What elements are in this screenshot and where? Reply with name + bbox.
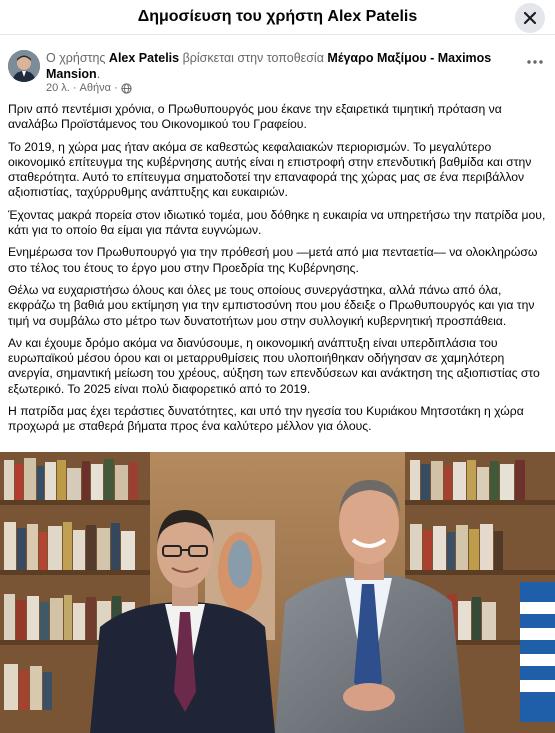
more-options-button[interactable] — [525, 55, 545, 69]
greek-flag — [520, 582, 555, 722]
post-paragraph-6: Αν και έχουμε δρόμο ακόμα να διανύσουμε, η οικονομική ανάπτυξη είναι υπερδιπλάσια του ευρωπαϊκού μέσου όρου και οι μεταρρυθμίσεις που υλοποιήθηκαν οδήγησαν σε χαμηλότερη ανεργία, σημαντική μείωση του χρέους, αύξηση των επενδύσεων και ανάκτηση της αξιοπιστίας στο εξωτερικό. Το 2025 είναι πολύ διαφορετικό από το 2019. — [8, 335, 540, 396]
author-prefix: Ο χρήστης — [46, 51, 109, 65]
location-link[interactable]: Μέγαρο Μαξίμου - Maximos Mansion — [46, 51, 492, 81]
author-line — [46, 50, 516, 82]
author-suffix: . — [96, 67, 101, 81]
close-icon — [523, 11, 537, 25]
post-paragraph-3: Έχοντας μακρά πορεία στον ιδιωτικό τομέα, μου δόθηκε η ευκαιρία να υπηρετήσω την πατρίδα μου, κάτι για το οποίο θα είμαι για πάντα ευγνώμων. — [8, 207, 546, 238]
author-name[interactable]: Alex Patelis — [108, 51, 180, 65]
meta-separator-2: · — [113, 82, 118, 94]
post-photo[interactable] — [0, 452, 555, 733]
avatar[interactable] — [8, 50, 40, 82]
more-horizontal-icon — [525, 55, 545, 69]
post-place: Αθήνα — [79, 82, 111, 94]
globe-icon[interactable] — [121, 83, 132, 94]
post-paragraph-5: Θέλω να ευχαριστήσω όλους και όλες με τους οποίους συνεργάστηκα, αλλά πάνω από όλα, εκφράζω τη βαθιά μου εκτίμηση για την εμπιστοσύνη που μου έδειξε ο Πρωθυπουργός και για την τιμή να συμβάλω στο μέτρο των δυνατοτήτων μου στην συλλογική κυβερνητική προσπάθεια. — [8, 282, 535, 328]
post-paragraph-2: Το 2019, η χώρα μας ήταν ακόμα σε καθεστώς κεφαλαιακών περιορισμών. Το μεγαλύτερο οικονομικό επίτευγμα της κυβέρνησης αυτής είναι η επιστροφή στην επενδυτική βαθμίδα και στην σταθερότητα. Αυτό το επίτευγμα σηματοδοτεί την επαναφορά της χώρας μας σε ένα περιβάλλον αξιοπιστίας, ταχύρρυθμης ανάπτυξης και ευκαιριών. — [8, 139, 532, 200]
post-author-block — [8, 48, 528, 98]
dialog-title: Δημοσίευση του χρήστη Alex Patelis — [137, 8, 418, 25]
author-middle: βρίσκεται στην τοποθεσία — [179, 51, 328, 65]
close-button[interactable] — [515, 3, 545, 33]
post-paragraph-1: Πριν από πεντέμισι χρόνια, ο Πρωθυπουργός μου έκανε την εξαιρετικά τιμητική πρόταση να αναλάβω Προϊστάμενος του Οικονομικού του Γραφείου. — [8, 102, 502, 132]
post-dialog-header — [0, 0, 555, 35]
post-body — [8, 102, 548, 442]
meta-separator: · — [72, 82, 77, 94]
post-paragraph-4: Ενημέρωσα τον Πρωθυπουργό για την πρόθεσή μου —μετά από μια πενταετία— να ολοκληρώσω στο τέλος του έτους το έργο μου στην Προεδρία της Κυβέρνησης. — [8, 245, 538, 275]
post-time[interactable]: 20 λ. — [46, 82, 70, 94]
post-meta — [46, 82, 132, 94]
post-paragraph-7: Η πατρίδα μας έχει τεράστιες δυνατότητες, και υπό την ηγεσία του Κυριάκου Μητσοτάκη η χώρα προχωρά με σταθερά βήματα προς ένα καλύτερο μέλλον για όλους. — [8, 404, 524, 434]
